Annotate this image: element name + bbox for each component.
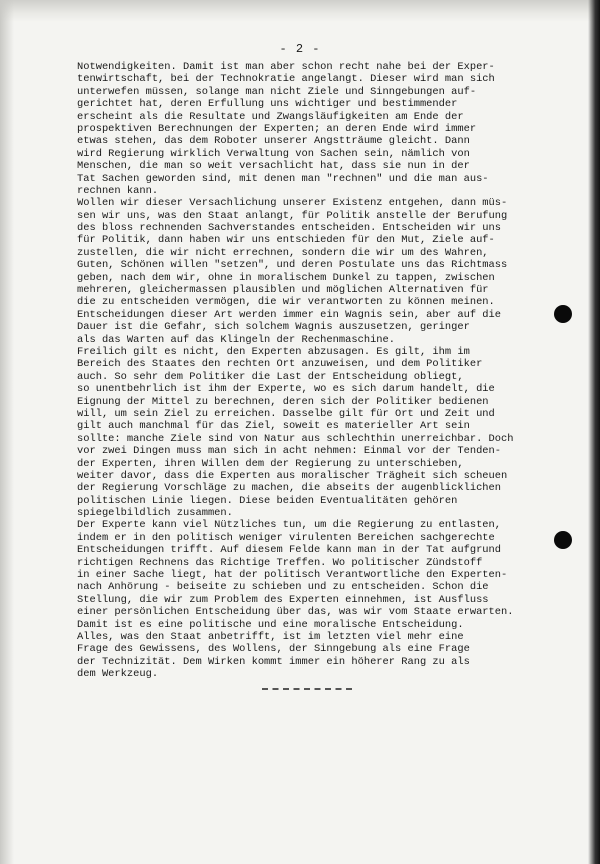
text-line: nach Anhörung - beiseite zu schieben und zu entscheiden. Schon die [77,581,489,594]
text-line: Entscheidungen dieser Art werden immer ein Wagnis sein, aber auf die [77,308,502,321]
text-line: zustellen, die wir nicht errechnen, sondern die wir um des Wahren, [77,246,489,259]
text-line: rechnen kann. [77,184,159,197]
text-line: will, um sein Ziel zu erreichen. Dasselbe gilt für Ort und Zeit und [77,407,495,420]
text-line: Dauer ist die Gefahr, sich solchem Wagnis auszusetzen, geringer [77,321,470,334]
text-line: für Politik, dann haben wir uns entschieden für den Mut, Ziele auf- [77,234,495,247]
text-line: auch. So sehr dem Politiker die Last der Entscheidung obliegt, [77,370,464,383]
text-line: Eignung der Mittel zu berechnen, deren sich der Politiker bedienen [77,395,489,408]
text-line: geben, nach dem wir, ohne in moralischem Dunkel zu tappen, zwischen [77,271,495,284]
text-line: der Technizität. Dem Wirken kommt immer ein höherer Rang zu als [77,655,470,668]
text-line: als das Warten auf das Klingeln der Rechenmaschine. [77,333,396,346]
text-line: dem Werkzeug. [77,668,159,681]
end-divider [262,688,352,690]
text-line: weiter davor, dass die Experten aus moralischer Trägheit sich scheuen [77,469,508,482]
text-line: tenwirtschaft, bei der Technokratie angelangt. Dieser wird man sich [77,73,495,86]
text-line: Freilich gilt es nicht, den Experten abzusagen. Es gilt, ihm im [77,345,470,358]
text-line: in einer Sache liegt, hat der politisch Verantwortliche den Experten- [77,569,508,582]
text-line: des bloss rechnenden Sachverstandes entscheiden. Entscheiden wir uns [77,222,502,235]
text-line: richtigen Rechnens das Richtige Treffen. Wo politischer Zündstoff [77,556,483,569]
text-line: Guten, Schönen willen "setzen", und deren Postulate uns das Richtmass [77,259,508,272]
text-line: Alles, was den Staat anbetrifft, ist im letzten viel mehr eine [77,630,464,643]
text-line: die zu entscheiden vermögen, die wir verantworten zu können meinen. [77,296,495,309]
text-line: Notwendigkeiten. Damit ist man aber schon recht nahe bei der Exper- [77,61,495,73]
text-line: vor zwei Dingen muss man sich in acht nehmen: Einmal vor der Tenden- [77,445,502,458]
text-line: gilt auch manchmal für das Ziel, soweit es materieller Art sein [77,420,470,433]
text-line: Entscheidungen trifft. Auf diesem Felde kann man in der Tat aufgrund [77,544,502,557]
scan-edge-right [588,0,600,864]
text-line: politischen Linie liegen. Diese beiden Eventualitäten gehören [77,494,458,507]
punch-hole-upper [554,305,572,323]
page-number: - 2 - [279,42,321,56]
text-line: einer persönlichen Entscheidung über das, was wir vom Staate erwarten. [77,606,514,619]
text-line: so unentbehrlich ist ihm der Experte, wo es sich darum handelt, die [77,383,495,396]
scan-edge-left [0,0,14,864]
text-line: Menschen, die man so weit versachlicht hat, dass sie nun in der [77,160,470,173]
text-line: sen wir uns, was den Staat anlangt, für Politik anstelle der Berufung [77,209,508,222]
punch-hole-lower [554,531,572,549]
text-line: sollte: manche Ziele sind von Natur aus schlechthin unerreichbar. Doch [77,432,514,445]
text-line: der Regierung Vorschläge zu machen, die abseits der augenblicklichen [77,482,502,495]
text-line: mehreren, gleichermassen plausiblen und möglichen Alternativen für [77,284,489,297]
text-line: Wollen wir dieser Versachlichung unserer Existenz entgehen, dann müs- [77,197,508,210]
text-line: wird Regierung wirklich Verwaltung von Sachen sein, nämlich von [77,147,470,160]
body-text [77,61,577,681]
text-line: gerichtet hat, deren Erfullung uns wichtiger und bestimmender [77,98,458,111]
text-line: erscheint als die Resultate und Zwangsläufigkeiten am Ende der [77,110,464,123]
text-line: unterwefen müssen, solange man nicht Ziele und Sinngebungen auf- [77,85,477,98]
text-line: Stellung, die wir zum Problem des Experten einnehmen, ist Ausfluss [77,593,489,606]
text-line: Tat Sachen geworden sind, mit denen man "rechnen" und die man aus- [77,172,489,185]
text-line: der Experten, ihren Willen dem der Regierung zu unterschieben, [77,457,464,470]
text-line: Frage des Gewissens, des Wollens, der Sinngebung als eine Frage [77,643,470,656]
text-line: prospektiven Berechnungen der Experten; an deren Ende wird immer [77,122,477,135]
text-line: indem er in den politisch weniger virulenten Bereichen sachgerechte [77,531,495,544]
text-line: etwas stehen, das dem Roboter unserer Angstträume gleicht. Dann [77,135,470,148]
text-line: Der Experte kann viel Nützliches tun, um die Regierung zu entlasten, [77,519,502,532]
scan-edge-top [0,0,600,22]
text-line: Bereich des Staates den rechten Ort anzuweisen, und dem Politiker [77,358,483,371]
text-line: spiegelbildlich zusammen. [77,507,233,520]
text-line: Damit ist es eine politische und eine moralische Entscheidung. [77,618,464,631]
